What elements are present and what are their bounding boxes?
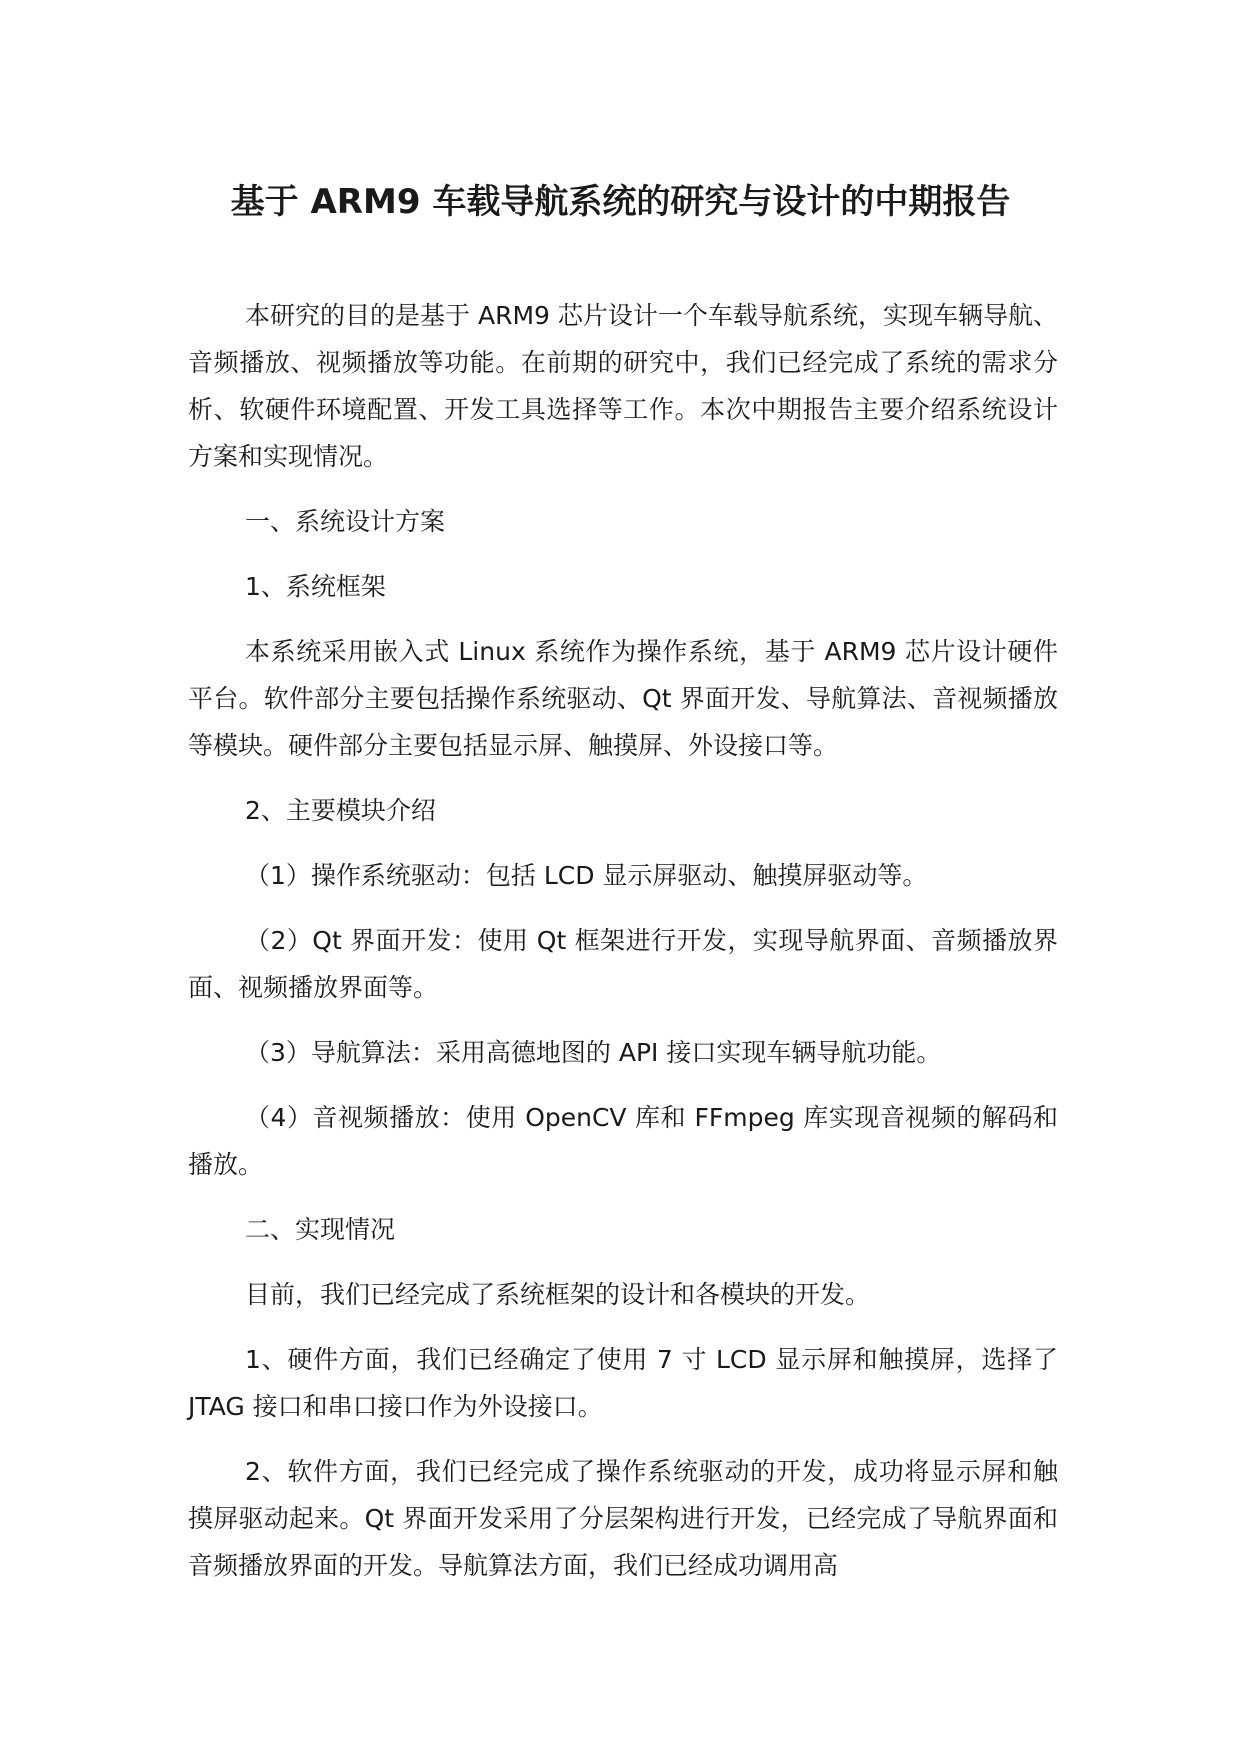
- paragraph-module-1: （1）操作系统驱动：包括 LCD 显示屏驱动、触摸屏驱动等。: [245, 861, 928, 890]
- paragraph-intro: 本研究的目的是基于 ARM9 芯片设计一个车载导航系统，实现车辆导航、音频播放、视频播放等功能。在前期的研究中，我们已经完成了系统的需求分析、软硬件环境配置、开发工具选择等工作。本次中期报告主要介绍系统设计方案和实现情况。: [188, 301, 1058, 471]
- paragraph-module-4: （4）音视频播放：使用 OpenCV 库和 FFmpeg 库实现音视频的解码和播放。: [188, 1103, 1058, 1179]
- subheading-system-framework: 1、系统框架: [245, 572, 386, 601]
- heading-system-design: 一、系统设计方案: [245, 507, 446, 536]
- paragraph-module-2: （2）Qt 界面开发：使用 Qt 框架进行开发，实现导航界面、音频播放界面、视频播放界面等。: [188, 926, 1058, 1002]
- paragraph-framework: 本系统采用嵌入式 Linux 系统作为操作系统，基于 ARM9 芯片设计硬件平台。软件部分主要包括操作系统驱动、Qt 界面开发、导航算法、音视频播放等模块。硬件部分主要包括显示屏、触摸屏、外设接口等。: [188, 637, 1058, 760]
- paragraph-hardware: 1、硬件方面，我们已经确定了使用 7 寸 LCD 显示屏和触摸屏，选择了 JTAG 接口和串口接口作为外设接口。: [188, 1345, 1058, 1421]
- paragraph-progress: 目前，我们已经完成了系统框架的设计和各模块的开发。: [245, 1280, 871, 1309]
- paragraph-module-3: （3）导航算法：采用高德地图的 API 接口实现车辆导航功能。: [245, 1038, 942, 1067]
- heading-implementation: 二、实现情况: [245, 1215, 396, 1244]
- paragraph-software: 2、软件方面，我们已经完成了操作系统驱动的开发，成功将显示屏和触摸屏驱动起来。Qt 界面开发采用了分层架构进行开发，已经完成了导航界面和音频播放界面的开发。导航算法方面，我们已经成功调用高: [188, 1457, 1058, 1580]
- document-title: 基于 ARM9 车载导航系统的研究与设计的中期报告: [230, 182, 1011, 222]
- subheading-main-modules: 2、主要模块介绍: [245, 796, 436, 825]
- document-body: [188, 292, 1058, 1607]
